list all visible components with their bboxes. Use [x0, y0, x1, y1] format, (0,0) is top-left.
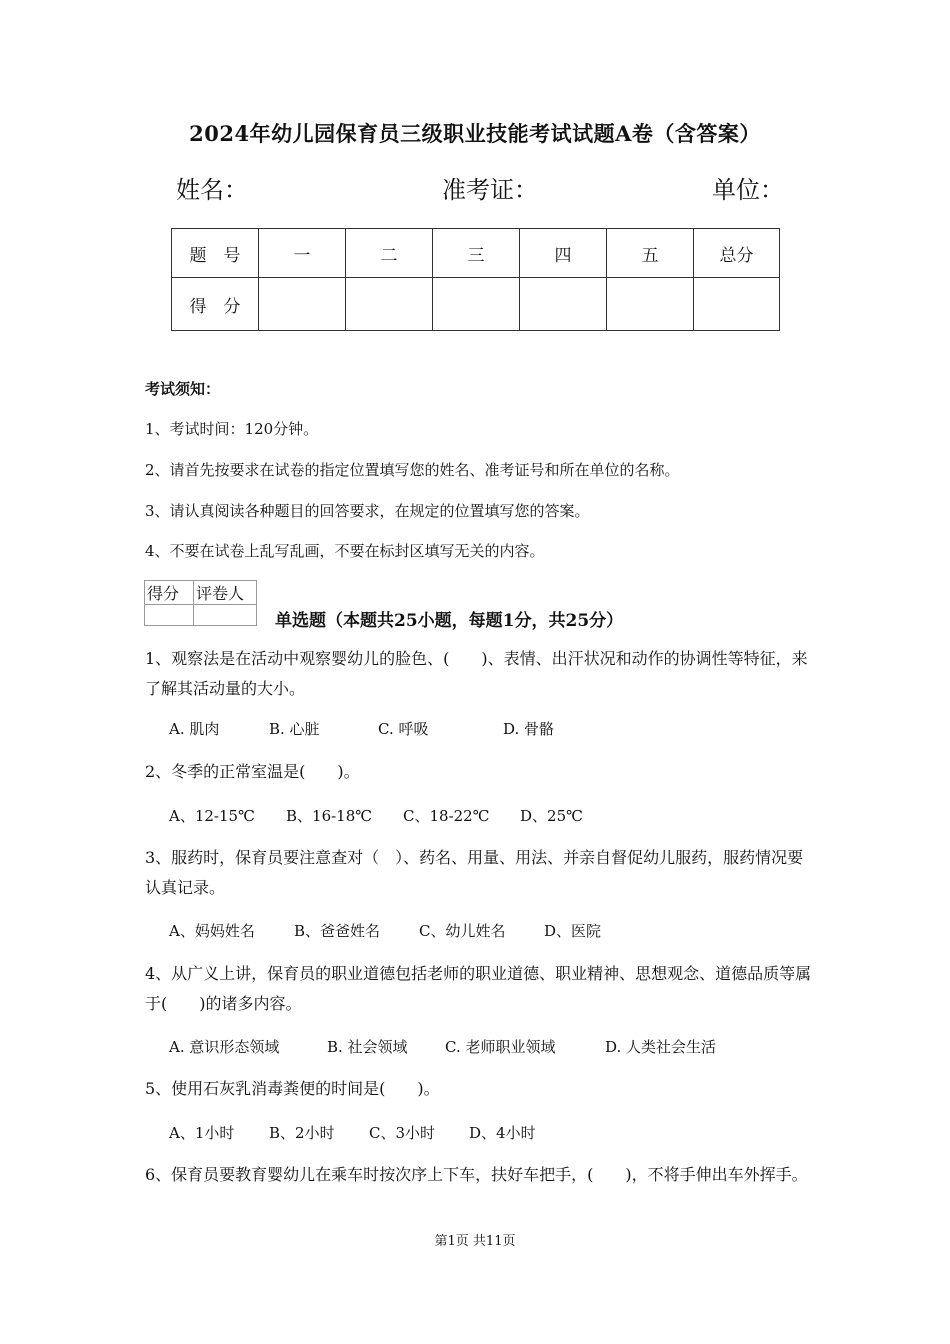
option: C、18-22℃: [403, 807, 490, 825]
notes-title: 考试须知：: [145, 380, 221, 398]
score-table-score-row: [172, 278, 780, 331]
option: D、25℃: [520, 807, 583, 825]
score-row-label: 得 分: [172, 278, 259, 331]
question-options: [169, 920, 601, 941]
note-item: 4、不要在试卷上乱写乱画，不要在标封区填写无关的内容。: [145, 542, 545, 560]
grader-name-label: 评卷人: [194, 581, 257, 605]
question-text: 3、服药时，保育员要注意查对（ ）、药名、用量、用法、并亲自督促幼儿服药，服药情况要认真记录。: [145, 848, 804, 897]
option: C、3小时: [369, 1124, 436, 1142]
option: C. 老师职业领域: [445, 1038, 556, 1056]
question-options: [169, 805, 583, 826]
note-item: 3、请认真阅读各种题目的回答要求，在规定的位置填写您的答案。: [145, 502, 590, 520]
question-text: 6、保育员要教育婴幼儿在乘车时按次序上下车，扶好车把手，( )，不将手伸出车外挥手。: [145, 1165, 808, 1184]
option: B、爸爸姓名: [294, 922, 381, 940]
note-item: 2、请首先按要求在试卷的指定位置填写您的姓名、准考证号和所在单位的名称。: [145, 461, 680, 479]
grader-score-label: 得分: [145, 581, 194, 605]
question-text: 1、观察法是在活动中观察婴幼儿的脸色、( )、表情、出汗状况和动作的协调性等特征，来了解其活动量的大小。: [145, 649, 808, 698]
option: A、1小时: [169, 1124, 235, 1142]
grader-score-cell: [145, 605, 194, 626]
question-options: [169, 1122, 536, 1143]
question-options: [169, 1036, 716, 1057]
option: A. 意识形态领域: [169, 1038, 280, 1056]
option: B. 心脏: [269, 720, 320, 738]
score-table-header-row: [172, 229, 780, 278]
exam-title: 2024年幼儿园保育员三级职业技能考试试题A卷（含答案）: [189, 121, 761, 146]
score-header-cell: 三: [433, 229, 520, 278]
score-header-cell: 一: [259, 229, 346, 278]
option: A. 肌肉: [169, 720, 220, 738]
question-text: 4、从广义上讲，保育员的职业道德包括老师的职业道德、职业精神、思想观念、道德品质等属于( )的诸多内容。: [145, 964, 812, 1013]
question-text: 2、冬季的正常室温是( )。: [145, 762, 360, 781]
unit-label: 单位：: [712, 176, 784, 204]
option: B、16-18℃: [286, 807, 373, 825]
name-label: 姓名：: [176, 176, 248, 204]
section-title: 单选题（本题共25小题，每题1分，共25分）: [275, 611, 624, 631]
option: A、妈妈姓名: [169, 922, 255, 940]
option: D. 骨骼: [503, 720, 555, 738]
note-item: 1、考试时间：120分钟。: [145, 420, 319, 438]
option: A、12-15℃: [169, 807, 255, 825]
score-header-cell: 总分: [694, 229, 780, 278]
option: B. 社会领域: [327, 1038, 408, 1056]
score-header-cell: 四: [520, 229, 607, 278]
option: D、4小时: [469, 1124, 536, 1142]
option: B、2小时: [269, 1124, 335, 1142]
score-cell: [520, 278, 607, 331]
exam-id-label: 准考证：: [442, 176, 538, 204]
score-cell: [346, 278, 433, 331]
score-header-cell: 五: [607, 229, 694, 278]
score-table: [171, 228, 780, 331]
grader-box: [144, 580, 257, 626]
score-header-cell: 二: [346, 229, 433, 278]
option: C. 呼吸: [378, 720, 429, 738]
question-text: 5、使用石灰乳消毒粪便的时间是( )。: [145, 1079, 440, 1098]
option: D、医院: [544, 922, 602, 940]
question-options: [169, 718, 554, 739]
score-cell: [607, 278, 694, 331]
score-cell: [259, 278, 346, 331]
page-footer: 第1页 共11页: [434, 1234, 516, 1249]
option: D. 人类社会生活: [605, 1038, 717, 1056]
grader-name-cell: [194, 605, 257, 626]
score-cell: [694, 278, 780, 331]
score-header-cell: 题 号: [172, 229, 259, 278]
option: C、幼儿姓名: [419, 922, 506, 940]
score-cell: [433, 278, 520, 331]
